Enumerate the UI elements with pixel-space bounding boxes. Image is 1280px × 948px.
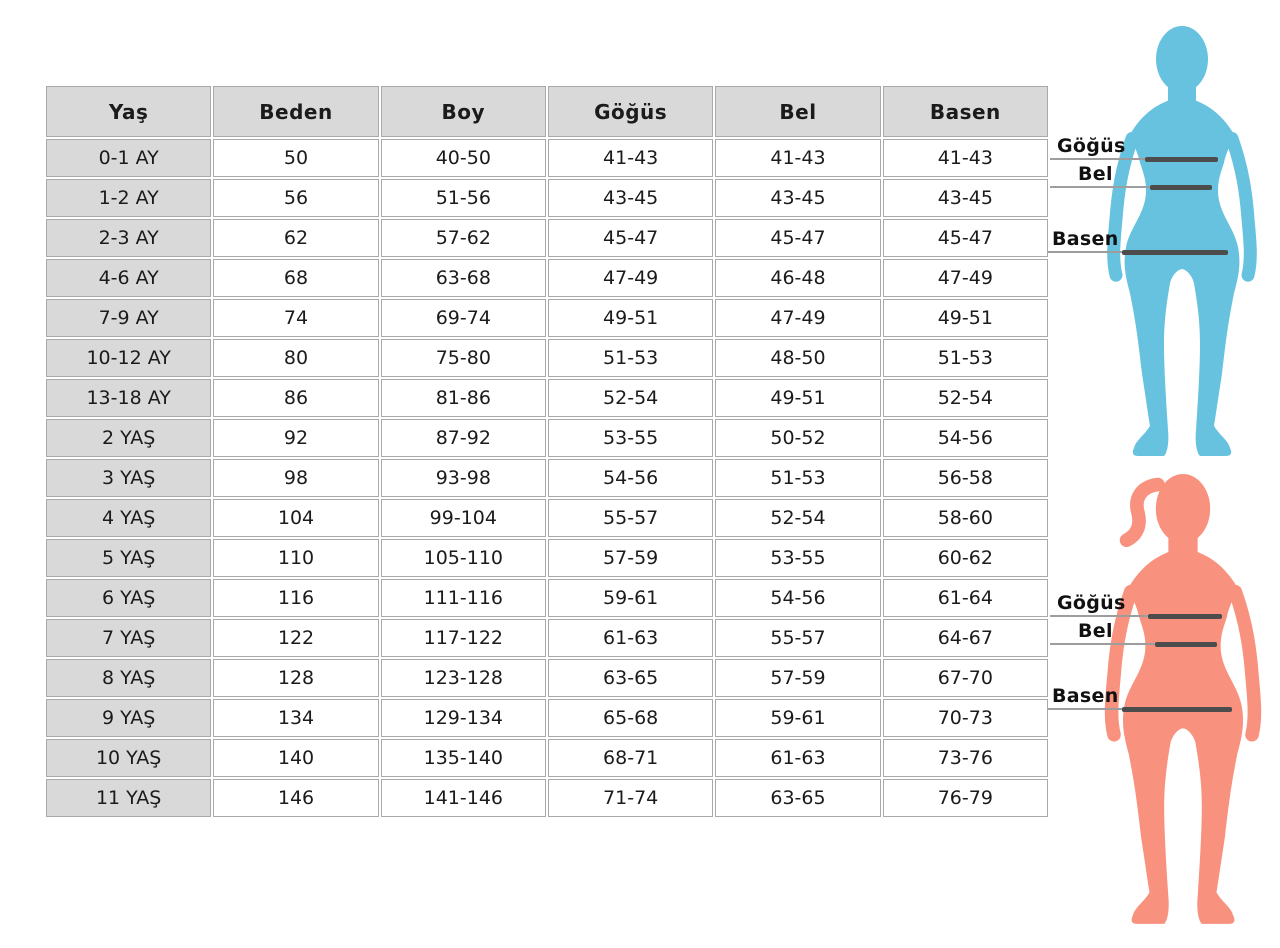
measurement-cell: 70-73 — [883, 699, 1048, 737]
measurement-cell: 76-79 — [883, 779, 1048, 817]
measurement-cell: 64-67 — [883, 619, 1048, 657]
measurement-cell: 99-104 — [381, 499, 546, 537]
measurement-cell: 71-74 — [548, 779, 713, 817]
measurement-cell: 43-45 — [883, 179, 1048, 217]
blue-chest-measure — [1050, 134, 1218, 160]
measurement-cell: 47-49 — [715, 299, 880, 337]
pink-waist-measure — [1050, 619, 1217, 645]
table-row — [46, 259, 1048, 297]
waist-measure-line — [1150, 185, 1212, 190]
measurement-cell: 93-98 — [381, 459, 546, 497]
measurement-cell: 48-50 — [715, 339, 880, 377]
row-header-age: 4-6 AY — [46, 259, 211, 297]
row-header-age: 8 YAŞ — [46, 659, 211, 697]
waist-label: Bel — [1078, 163, 1113, 185]
measurement-cell: 52-54 — [883, 379, 1048, 417]
table-header-row — [46, 86, 1048, 137]
waist-label: Bel — [1078, 620, 1113, 642]
hip-label: Basen — [1052, 228, 1119, 250]
row-header-age: 5 YAŞ — [46, 539, 211, 577]
table-row — [46, 219, 1048, 257]
measurement-cell: 134 — [213, 699, 378, 737]
column-header: Basen — [883, 86, 1048, 137]
column-header: Beden — [213, 86, 378, 137]
measurement-cell: 43-45 — [715, 179, 880, 217]
measurement-cell: 129-134 — [381, 699, 546, 737]
measurement-cell: 41-43 — [715, 139, 880, 177]
measurement-cell: 60-62 — [883, 539, 1048, 577]
measurement-cell: 41-43 — [548, 139, 713, 177]
column-header: Boy — [381, 86, 546, 137]
measurement-cell: 54-56 — [715, 579, 880, 617]
row-header-age: 3 YAŞ — [46, 459, 211, 497]
measurement-cell: 54-56 — [883, 419, 1048, 457]
measurement-cell: 46-48 — [715, 259, 880, 297]
measurement-cell: 52-54 — [715, 499, 880, 537]
measurement-cell: 41-43 — [883, 139, 1048, 177]
measurement-cell: 58-60 — [883, 499, 1048, 537]
measurement-cell: 61-63 — [715, 739, 880, 777]
measurement-cell: 87-92 — [381, 419, 546, 457]
measurement-cell: 49-51 — [548, 299, 713, 337]
row-header-age: 10-12 AY — [46, 339, 211, 377]
table-row — [46, 179, 1048, 217]
measurement-cell: 61-64 — [883, 579, 1048, 617]
row-header-age: 11 YAŞ — [46, 779, 211, 817]
measurement-cell: 51-56 — [381, 179, 546, 217]
measurement-cell: 59-61 — [715, 699, 880, 737]
blue-hip-measure — [1048, 227, 1228, 253]
measurement-cell: 146 — [213, 779, 378, 817]
row-header-age: 2 YAŞ — [46, 419, 211, 457]
table-row — [46, 659, 1048, 697]
pink-chest-measure — [1050, 591, 1222, 617]
measurement-cell: 55-57 — [548, 499, 713, 537]
hip-measure-line — [1122, 250, 1228, 255]
blue-waist-measure — [1050, 162, 1212, 188]
table-row — [46, 499, 1048, 537]
measurement-cell: 63-68 — [381, 259, 546, 297]
row-header-age: 13-18 AY — [46, 379, 211, 417]
measurement-cell: 68-71 — [548, 739, 713, 777]
measurement-cell: 45-47 — [715, 219, 880, 257]
waist-measure-line — [1155, 642, 1217, 647]
measurement-cell: 104 — [213, 499, 378, 537]
table-row — [46, 339, 1048, 377]
measurement-cell: 55-57 — [715, 619, 880, 657]
row-header-age: 2-3 AY — [46, 219, 211, 257]
table-row — [46, 579, 1048, 617]
table-body — [46, 139, 1048, 817]
measurement-cell: 45-47 — [548, 219, 713, 257]
size-table — [44, 84, 1050, 819]
measurement-cell: 57-62 — [381, 219, 546, 257]
measurement-cell: 122 — [213, 619, 378, 657]
row-header-age: 6 YAŞ — [46, 579, 211, 617]
table-row — [46, 139, 1048, 177]
measurement-cell: 49-51 — [715, 379, 880, 417]
table-row — [46, 779, 1048, 817]
measurement-cell: 45-47 — [883, 219, 1048, 257]
measurement-cell: 53-55 — [548, 419, 713, 457]
measurement-cell: 69-74 — [381, 299, 546, 337]
measurement-cell: 62 — [213, 219, 378, 257]
measurement-cell: 53-55 — [715, 539, 880, 577]
measurement-cell: 57-59 — [548, 539, 713, 577]
measurement-cell: 65-68 — [548, 699, 713, 737]
pink-hip-measure — [1048, 684, 1232, 710]
column-header: Göğüs — [548, 86, 713, 137]
hip-label: Basen — [1052, 685, 1119, 707]
table-row — [46, 619, 1048, 657]
measurement-cell: 80 — [213, 339, 378, 377]
measurement-cell: 51-53 — [715, 459, 880, 497]
measurement-cell: 43-45 — [548, 179, 713, 217]
measurement-cell: 117-122 — [381, 619, 546, 657]
measurement-cell: 135-140 — [381, 739, 546, 777]
measurement-cell: 40-50 — [381, 139, 546, 177]
table-row — [46, 299, 1048, 337]
measurement-cell: 128 — [213, 659, 378, 697]
measurement-cell: 56-58 — [883, 459, 1048, 497]
table-row — [46, 739, 1048, 777]
measurement-cell: 123-128 — [381, 659, 546, 697]
chest-label: Göğüs — [1057, 592, 1126, 614]
measurement-cell: 111-116 — [381, 579, 546, 617]
measurement-cell: 86 — [213, 379, 378, 417]
table-row — [46, 539, 1048, 577]
measurement-cell: 50 — [213, 139, 378, 177]
table-row — [46, 379, 1048, 417]
measurement-cell: 67-70 — [883, 659, 1048, 697]
measurement-cell: 75-80 — [381, 339, 546, 377]
figure-ponytail — [1127, 485, 1158, 541]
measurement-cell: 63-65 — [715, 779, 880, 817]
row-header-age: 4 YAŞ — [46, 499, 211, 537]
measurement-cell: 47-49 — [883, 259, 1048, 297]
measurement-cell: 56 — [213, 179, 378, 217]
measurement-cell: 63-65 — [548, 659, 713, 697]
row-header-age: 1-2 AY — [46, 179, 211, 217]
measurement-cell: 92 — [213, 419, 378, 457]
measurement-cell: 105-110 — [381, 539, 546, 577]
measurement-cell: 116 — [213, 579, 378, 617]
measurement-cell: 52-54 — [548, 379, 713, 417]
chest-label: Göğüs — [1057, 135, 1126, 157]
measurement-cell: 73-76 — [883, 739, 1048, 777]
measurement-cell: 141-146 — [381, 779, 546, 817]
measurement-cell: 61-63 — [548, 619, 713, 657]
row-header-age: 7-9 AY — [46, 299, 211, 337]
measurement-cell: 59-61 — [548, 579, 713, 617]
measurement-cell: 68 — [213, 259, 378, 297]
table-row — [46, 459, 1048, 497]
row-header-age: 10 YAŞ — [46, 739, 211, 777]
measurement-cell: 98 — [213, 459, 378, 497]
measurement-cell: 50-52 — [715, 419, 880, 457]
table-head — [46, 86, 1048, 137]
row-header-age: 9 YAŞ — [46, 699, 211, 737]
measurement-cell: 140 — [213, 739, 378, 777]
table-row — [46, 419, 1048, 457]
column-header: Bel — [715, 86, 880, 137]
measurement-cell: 51-53 — [883, 339, 1048, 377]
column-header: Yaş — [46, 86, 211, 137]
measurement-cell: 51-53 — [548, 339, 713, 377]
measurement-cell: 110 — [213, 539, 378, 577]
row-header-age: 7 YAŞ — [46, 619, 211, 657]
row-header-age: 0-1 AY — [46, 139, 211, 177]
hip-measure-line — [1122, 707, 1232, 712]
measurement-cell: 54-56 — [548, 459, 713, 497]
measurement-cell: 81-86 — [381, 379, 546, 417]
measurement-cell: 74 — [213, 299, 378, 337]
measurement-cell: 49-51 — [883, 299, 1048, 337]
table-row — [46, 699, 1048, 737]
measurement-cell: 47-49 — [548, 259, 713, 297]
measurement-cell: 57-59 — [715, 659, 880, 697]
